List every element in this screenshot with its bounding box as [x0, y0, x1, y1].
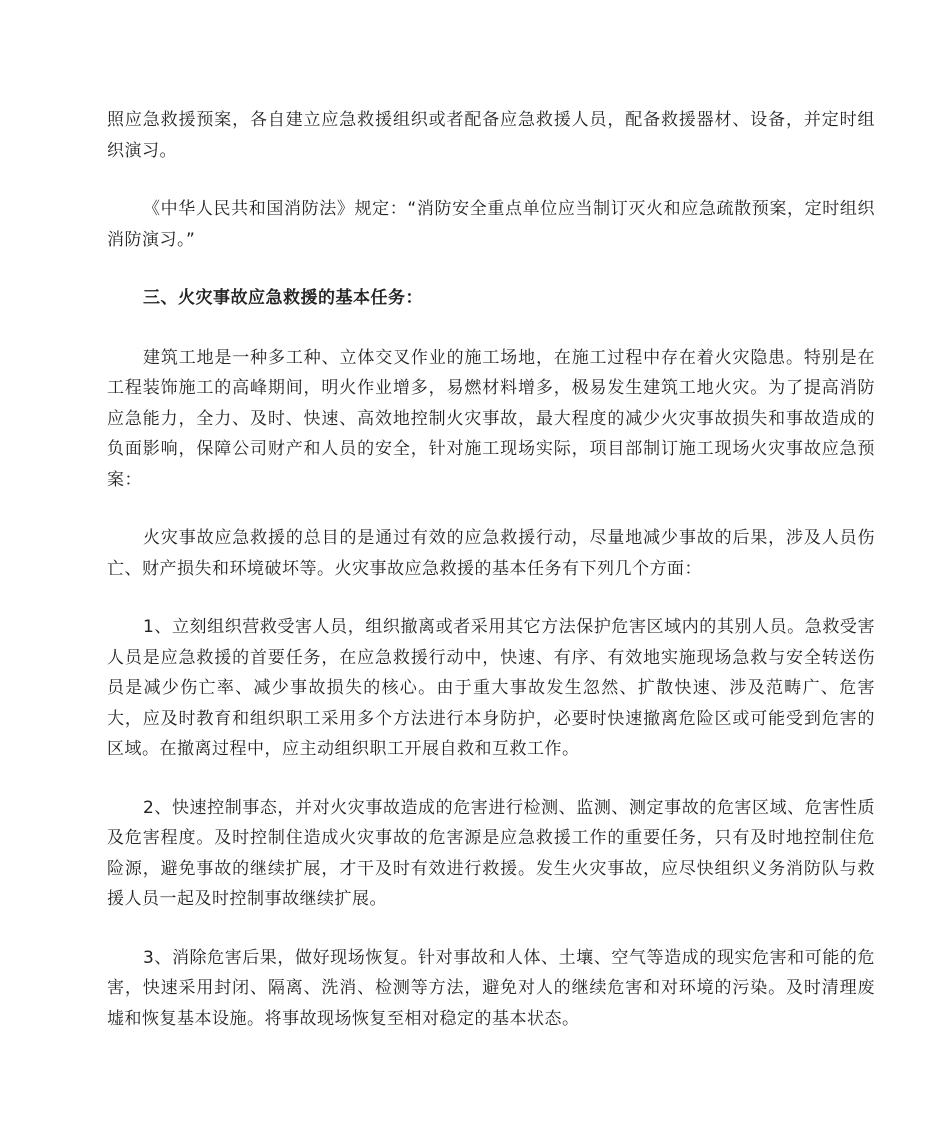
- section-heading: 三、火灾事故应急救援的基本任务：: [143, 288, 423, 308]
- paragraph-task-1: 1、立刻组织营救受害人员，组织撤离或者采用其它方法保护危害区域内的其别人员。急救受害人员是应急救援的首要任务，在应急救援行动中，快速、有序、有效地实施现场急救与安全转送伤员是减少伤亡率、减少事故损失的核心。由于重大事故发生忽然、扩散快速、涉及范畴广、危害大，应及时教育和组织职工采用多个方法进行本身防护，必要时快速撤离危险区或可能受到危害的区域。在撤离过程中，应主动组织职工开展自救和互救工作。: [107, 617, 875, 759]
- paragraph-task-2: 2、快速控制事态，并对火灾事故造成的危害进行检测、监测、测定事故的危害区域、危害性质及危害程度。及时控制住造成火灾事故的危害源是应急救援工作的重要任务，只有及时地控制住危险源，避免事故的继续扩展，才干及时有效进行救援。发生火灾事故，应尽快组织义务消防队与救援人员一起及时控制事故继续扩展。: [107, 797, 875, 909]
- paragraph-continuation: 照应急救援预案，各自建立应急救援组织或者配备应急救援人员，配备救援器材、设备，并定时组织演习。: [107, 110, 875, 161]
- paragraph-task-3: 3、消除危害后果，做好现场恢复。针对事故和人体、土壤、空气等造成的现实危害和可能的危害，快速采用封闭、隔离、洗消、检测等方法，避免对人的继续危害和对环境的污染。及时清理废墟和恢复基本设施。将事故现场恢复至相对稳定的基本状态。: [107, 947, 875, 1029]
- paragraph-construction-site: 建筑工地是一种多工种、立体交叉作业的施工场地，在施工过程中存在着火灾隐患。特别是在工程装饰施工的高峰期间，明火作业增多，易燃材料增多，极易发生建筑工地火灾。为了提高消防应急能力，全力、及时、快速、高效地控制火灾事故，最大程度的减少火灾事故损失和事故造成的负面影响，保障公司财产和人员的安全，针对施工现场实际，项目部制订施工现场火灾事故应急预案：: [107, 347, 875, 490]
- paragraph-overall-goal: 火灾事故应急救援的总目的是通过有效的应急救援行动，尽量地减少事故的后果，涉及人员伤亡、财产损失和环境破坏等。火灾事故应急救援的基本任务有下列几个方面：: [107, 528, 875, 579]
- document-body: [107, 105, 875, 1034]
- paragraph-fire-law: 《中华人民共和国消防法》规定：“消防安全重点单位应当制订灭火和应急疏散预案，定时组织消防演习。”: [107, 199, 875, 250]
